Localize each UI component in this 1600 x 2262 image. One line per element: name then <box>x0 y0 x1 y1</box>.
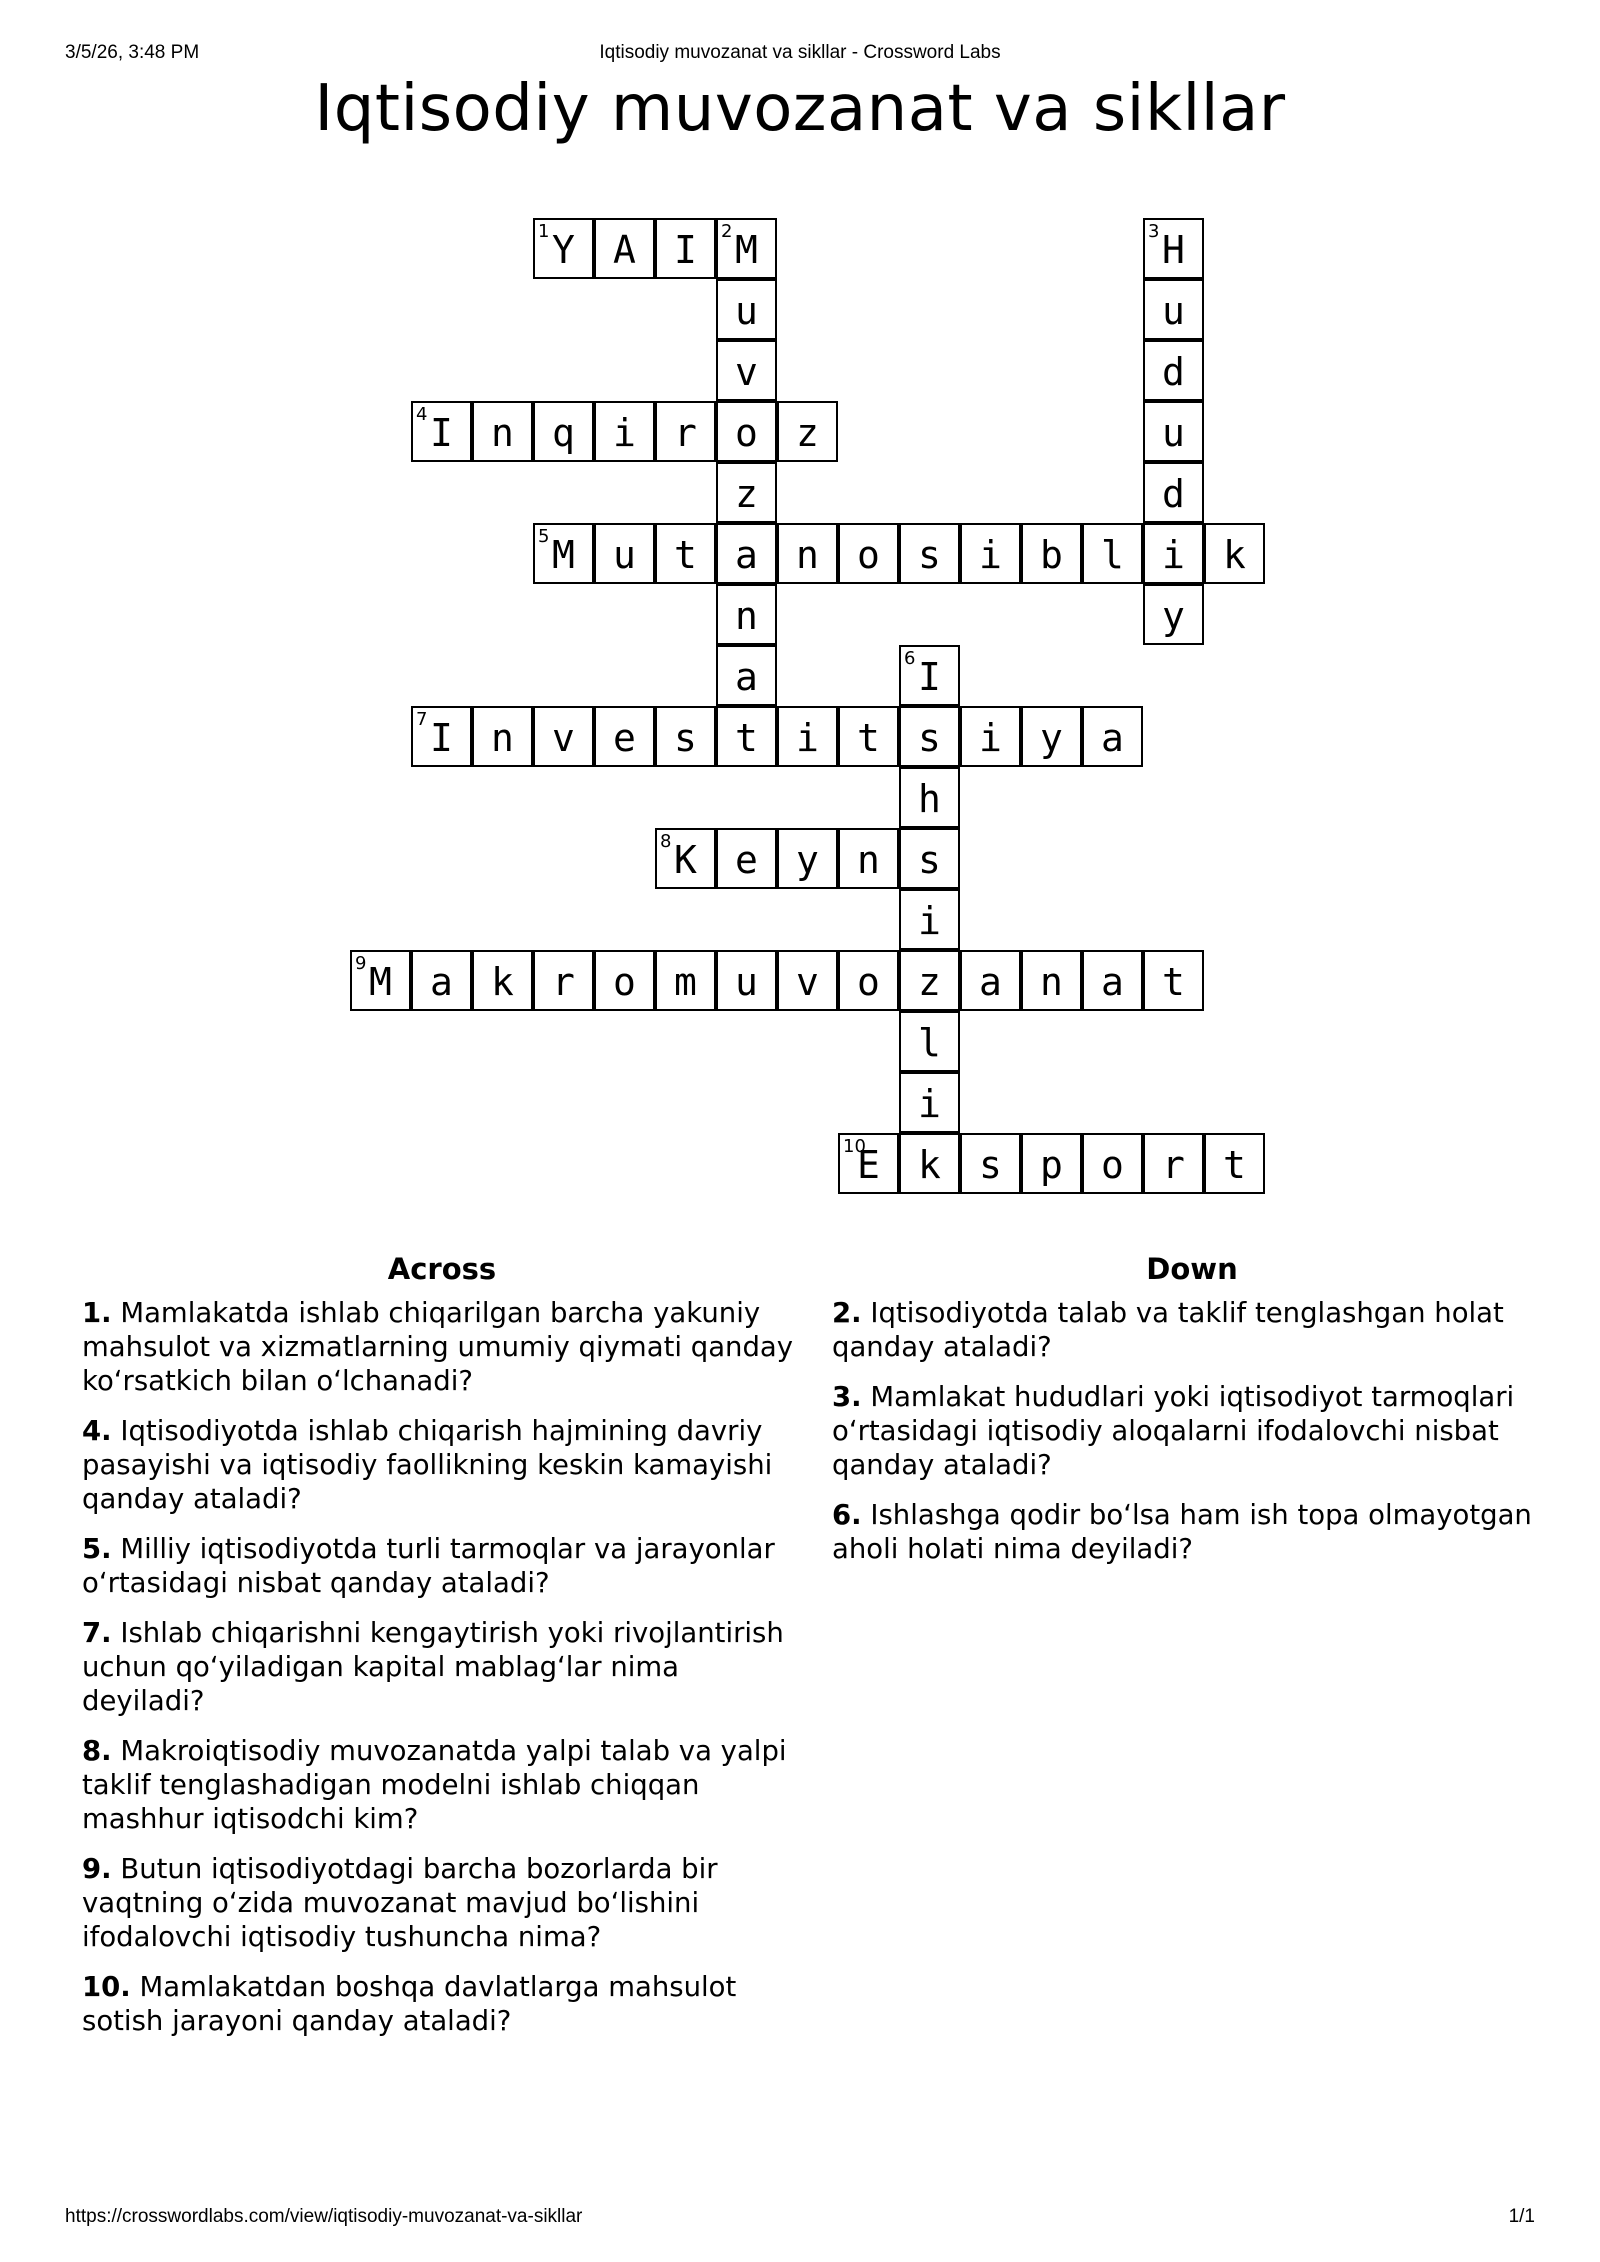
clue-text: Mamlakatdan boshqa davlatlarga mahsulot sotish jarayoni qanday ataladi? <box>82 1971 737 2037</box>
cell-letter: n <box>735 594 758 638</box>
clue-number: 7. <box>82 1617 112 1649</box>
crossword-cell <box>899 706 960 767</box>
crossword-cell <box>1143 462 1204 523</box>
cell-letter: i <box>979 533 1002 577</box>
clue-number: 9. <box>82 1853 112 1885</box>
cell-letter: y <box>1040 716 1063 760</box>
crossword-cell <box>899 950 960 1011</box>
cell-letter: o <box>857 960 880 1004</box>
cell-letter: A <box>613 228 636 272</box>
crossword-cell <box>777 401 838 462</box>
across-heading: Across <box>387 1252 497 1286</box>
crossword-cell <box>899 767 960 828</box>
print-url: https://crosswordlabs.com/view/iqtisodiy-muvozanat-va-sikllar <box>65 2206 583 2227</box>
crossword-cell <box>716 279 777 340</box>
crossword-cell <box>899 1011 960 1072</box>
crossword-title: Iqtisodiy muvozanat va sikllar <box>314 72 1286 146</box>
cell-letter: v <box>552 716 575 760</box>
clue-across-1 <box>82 1296 802 1398</box>
cell-letter: v <box>735 350 758 394</box>
cell-letter: E <box>857 1143 880 1187</box>
cell-letter: s <box>979 1143 1002 1187</box>
cell-letter: d <box>1162 472 1185 516</box>
cell-letter: Y <box>552 228 575 272</box>
cell-letter: z <box>735 472 758 516</box>
page-number: 1/1 <box>1508 2206 1535 2227</box>
cell-letter: t <box>1223 1143 1246 1187</box>
cell-letter: M <box>369 960 392 1004</box>
cell-letter: m <box>674 960 697 1004</box>
print-datetime: 3/5/26, 3:48 PM <box>65 42 200 63</box>
cell-letter: t <box>735 716 758 760</box>
crossword-cell <box>1204 1133 1265 1194</box>
clue-across-9 <box>82 1852 802 1954</box>
crossword-cell <box>716 340 777 401</box>
cell-letter: a <box>1101 960 1124 1004</box>
cell-letter: e <box>735 838 758 882</box>
cell-letter: K <box>674 838 697 882</box>
cell-letter: H <box>1162 228 1185 272</box>
cell-letter: n <box>1040 960 1063 1004</box>
cell-number: 1 <box>538 221 550 242</box>
cell-letter: t <box>857 716 880 760</box>
crossword-cell <box>1021 706 1082 767</box>
crossword-cell <box>655 828 716 889</box>
clue-text: Makroiqtisodiy muvozanatda yalpi talab va yalpi taklif tenglashadigan modelni ishlab chiqqan mashhur iqtisodchi kim? <box>82 1735 787 1835</box>
crossword-cell <box>1082 1133 1143 1194</box>
cell-number: 10 <box>843 1136 866 1157</box>
crossword-cell <box>533 523 594 584</box>
clue-down-6 <box>832 1498 1552 1566</box>
cell-letter: l <box>918 1021 941 1065</box>
crossword-cell <box>411 706 472 767</box>
crossword-cell <box>960 523 1021 584</box>
crossword-cell <box>533 950 594 1011</box>
cell-letter: M <box>735 228 758 272</box>
cell-letter: u <box>735 960 758 1004</box>
cell-letter: I <box>918 655 941 699</box>
crossword-cell <box>716 645 777 706</box>
cell-letter: I <box>430 411 453 455</box>
crossword-cell <box>899 523 960 584</box>
cell-number: 4 <box>416 404 428 425</box>
crossword-cell <box>533 706 594 767</box>
crossword-cell <box>838 1133 899 1194</box>
cell-letter: t <box>674 533 697 577</box>
cell-letter: n <box>491 411 514 455</box>
across-clues <box>82 1252 802 2054</box>
clue-number: 1. <box>82 1297 112 1329</box>
cell-letter: k <box>918 1143 941 1187</box>
clue-number: 10. <box>82 1971 131 2003</box>
crossword-cell <box>1204 523 1265 584</box>
crossword-cell <box>777 706 838 767</box>
cell-letter: i <box>1162 533 1185 577</box>
cell-letter: k <box>491 960 514 1004</box>
crossword-cell <box>1082 706 1143 767</box>
crossword-cell <box>655 401 716 462</box>
cell-letter: n <box>857 838 880 882</box>
cell-letter: a <box>1101 716 1124 760</box>
clue-number: 6. <box>832 1499 862 1531</box>
clue-number: 5. <box>82 1533 112 1565</box>
cell-letter: a <box>735 655 758 699</box>
clue-down-3 <box>832 1380 1552 1482</box>
cell-letter: h <box>918 777 941 821</box>
crossword-cell <box>899 645 960 706</box>
crossword-cell <box>716 218 777 279</box>
cell-letter: r <box>674 411 697 455</box>
crossword-cell <box>533 218 594 279</box>
cell-letter: y <box>796 838 819 882</box>
clue-down-2 <box>832 1296 1552 1364</box>
clue-text: Butun iqtisodiyotdagi barcha bozorlarda bir vaqtning oʻzida muvozanat mavjud boʻlishini ifodalovchi iqtisodiy tushuncha nima? <box>82 1853 718 1953</box>
down-heading: Down <box>1146 1252 1238 1286</box>
print-footer <box>65 2206 1535 2230</box>
clue-text: Iqtisodiyotda ishlab chiqarish hajmining davriy pasayishi va iqtisodiy faollikning keskin kamayishi qanday ataladi? <box>82 1415 773 1515</box>
crossword-cell <box>1143 218 1204 279</box>
cell-letter: b <box>1040 533 1063 577</box>
crossword-cell <box>594 218 655 279</box>
cell-number: 9 <box>355 953 367 974</box>
cell-letter: o <box>735 411 758 455</box>
crossword-cell <box>472 706 533 767</box>
cell-number: 7 <box>416 709 428 730</box>
clue-text: Milliy iqtisodiyotda turli tarmoqlar va jarayonlar oʻrtasidagi nisbat qanday ataladi? <box>82 1533 775 1599</box>
clue-text: Iqtisodiyotda talab va taklif tenglashgan holat qanday ataladi? <box>832 1297 1504 1363</box>
crossword-cell <box>838 523 899 584</box>
cell-letter: e <box>613 716 636 760</box>
crossword-cell <box>472 950 533 1011</box>
cell-letter: s <box>918 716 941 760</box>
cell-letter: v <box>796 960 819 1004</box>
crossword-cell <box>777 950 838 1011</box>
crossword-cell <box>1143 279 1204 340</box>
clue-across-4 <box>82 1414 802 1516</box>
cell-letter: u <box>613 533 636 577</box>
cell-letter: I <box>430 716 453 760</box>
clue-text: Mamlakatda ishlab chiqarilgan barcha yakuniy mahsulot va xizmatlarning umumiy qiymati qanday koʻrsatkich bilan oʻlchanadi? <box>82 1297 794 1397</box>
cell-letter: s <box>918 838 941 882</box>
crossword-cell <box>1143 950 1204 1011</box>
clue-text: Mamlakat hududlari yoki iqtisodiyot tarmoqlari oʻrtasidagi iqtisodiy aloqalarni ifodalovchi nisbat qanday ataladi? <box>832 1381 1515 1481</box>
cell-letter: a <box>735 533 758 577</box>
crossword-cell <box>472 401 533 462</box>
crossword-cell <box>1143 401 1204 462</box>
crossword-cell <box>655 523 716 584</box>
clue-text: Ishlashga qodir boʻlsa ham ish topa olmayotgan aholi holati nima deyiladi? <box>832 1499 1532 1565</box>
crossword-cell <box>1082 523 1143 584</box>
crossword-cell <box>655 706 716 767</box>
cell-letter: n <box>491 716 514 760</box>
crossword-cell <box>777 523 838 584</box>
crossword-cell <box>838 706 899 767</box>
crossword-cell <box>716 950 777 1011</box>
crossword-cell <box>411 401 472 462</box>
crossword-cell <box>899 828 960 889</box>
cell-letter: o <box>613 960 636 1004</box>
cell-number: 6 <box>904 648 916 669</box>
crossword-cell <box>1021 523 1082 584</box>
crossword-cell <box>1143 584 1204 645</box>
crossword-cell <box>960 706 1021 767</box>
clue-number: 4. <box>82 1415 112 1447</box>
cell-letter: a <box>430 960 453 1004</box>
crossword-cell <box>594 523 655 584</box>
clue-number: 3. <box>832 1381 862 1413</box>
clue-across-7 <box>82 1616 802 1718</box>
crossword-cell <box>411 950 472 1011</box>
cell-letter: I <box>674 228 697 272</box>
crossword-cell <box>838 950 899 1011</box>
cell-letter: o <box>1101 1143 1124 1187</box>
crossword-cell <box>655 218 716 279</box>
crossword-cell <box>716 584 777 645</box>
cell-number: 8 <box>660 831 672 852</box>
cell-letter: s <box>918 533 941 577</box>
clue-across-10 <box>82 1970 802 2038</box>
crossword-cell <box>716 401 777 462</box>
cell-letter: u <box>735 289 758 333</box>
crossword-cell <box>899 1133 960 1194</box>
print-page-title: Iqtisodiy muvozanat va sikllar - Crossword Labs <box>599 42 1001 63</box>
crossword-cell <box>533 401 594 462</box>
crossword-cell <box>1143 523 1204 584</box>
cell-letter: n <box>796 533 819 577</box>
cell-letter: d <box>1162 350 1185 394</box>
crossword-cell <box>1143 340 1204 401</box>
cell-letter: r <box>1162 1143 1185 1187</box>
down-clues <box>832 1252 1552 1582</box>
cell-letter: i <box>979 716 1002 760</box>
crossword-cell <box>716 828 777 889</box>
cell-number: 5 <box>538 526 550 547</box>
crossword-cell <box>655 950 716 1011</box>
cell-letter: z <box>796 411 819 455</box>
crossword-cell <box>1021 1133 1082 1194</box>
clue-across-8 <box>82 1734 802 1836</box>
cell-letter: u <box>1162 411 1185 455</box>
crossword-cell <box>594 401 655 462</box>
clue-across-5 <box>82 1532 802 1600</box>
cell-letter: k <box>1223 533 1246 577</box>
crossword-cell <box>1082 950 1143 1011</box>
cell-letter: M <box>552 533 575 577</box>
cell-letter: u <box>1162 289 1185 333</box>
cell-number: 3 <box>1148 221 1160 242</box>
clue-number: 8. <box>82 1735 112 1767</box>
crossword-cell <box>716 706 777 767</box>
clue-text: Ishlab chiqarishni kengaytirish yoki rivojlantirish uchun qoʻyiladigan kapital mablagʻlar nima deyiladi? <box>82 1617 784 1717</box>
crossword-cell <box>960 950 1021 1011</box>
crossword-cell <box>350 950 411 1011</box>
cell-letter: a <box>979 960 1002 1004</box>
cell-letter: z <box>918 960 941 1004</box>
crossword-cell <box>899 889 960 950</box>
crossword-cell <box>716 523 777 584</box>
crossword-cell <box>960 1133 1021 1194</box>
cell-letter: o <box>857 533 880 577</box>
crossword-cell <box>594 706 655 767</box>
crossword-cell <box>594 950 655 1011</box>
cell-letter: i <box>613 411 636 455</box>
cell-letter: r <box>552 960 575 1004</box>
cell-letter: t <box>1162 960 1185 1004</box>
clue-number: 2. <box>832 1297 862 1329</box>
cell-letter: i <box>796 716 819 760</box>
cell-number: 2 <box>721 221 733 242</box>
cell-letter: p <box>1040 1143 1063 1187</box>
cell-letter: i <box>918 1082 941 1126</box>
cell-letter: i <box>918 899 941 943</box>
crossword-cell <box>1021 950 1082 1011</box>
cell-letter: s <box>674 716 697 760</box>
cell-letter: l <box>1101 533 1124 577</box>
cell-letter: y <box>1162 594 1185 638</box>
crossword-cell <box>838 828 899 889</box>
crossword-cell <box>899 1072 960 1133</box>
crossword-cell <box>777 828 838 889</box>
cell-letter: q <box>552 411 575 455</box>
crossword-cell <box>1143 1133 1204 1194</box>
crossword-cell <box>716 462 777 523</box>
